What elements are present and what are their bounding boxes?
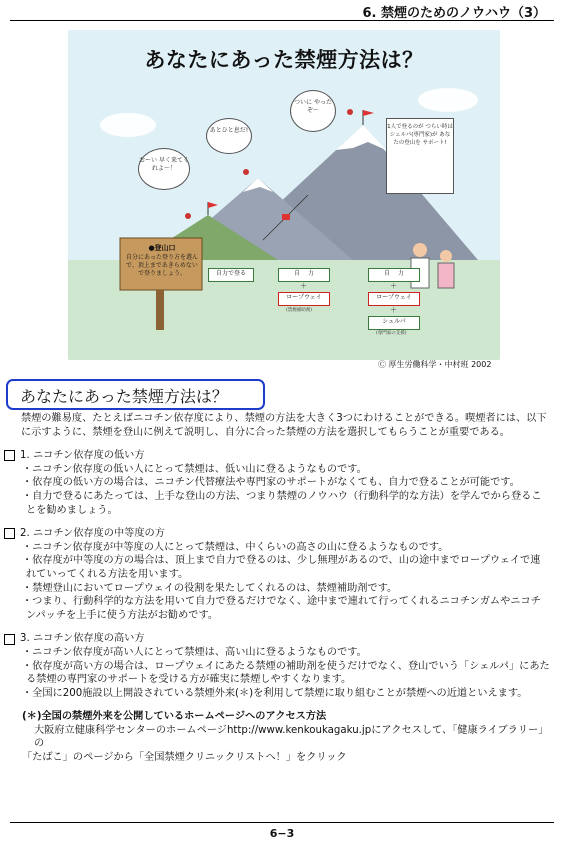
plus-high-2: ＋ [390,306,397,314]
footnote-heading: (＊)全国の禁煙外来を公開しているホームページへのアクセス方法 [22,711,327,723]
body-text [16,412,550,765]
footer-rule [10,822,554,823]
footnote-line-1: 大阪府立健康科学センターのホームページhttp://www.kenkoukagaku.jpにアクセスして、「健康ライブラリー」の [34,724,549,750]
page-header [0,0,564,22]
note-mid: (禁煙補助剤) [286,308,313,313]
checkbox-icon [4,450,15,461]
footnote-line-2: 「たばこ」のページから「全国禁煙クリニックリストへ！」をクリック [22,752,347,764]
section-heading: 1. ニコチン依存度の低い方 [20,450,145,462]
header-rule [10,20,554,21]
note-high: (専門家の支援) [376,331,407,336]
page-number: 6−3 [269,827,295,840]
illustration-title: あなたにあった禁煙方法は？ [144,48,424,72]
section-high [16,632,550,700]
plus-high-1: ＋ [390,282,397,290]
label-jiriki-mid: 自 力 [278,268,330,282]
label-jiriki-high: 自 力 [368,268,420,282]
list-item: ・依存度の低い方の場合は、ニコチン代替療法や専門家のサポートがなくても、自力で登ることが可能です。 [22,477,520,489]
list-item: ・依存度が中等度の方の場合は、頂上まで自力で登るのは、少し無理があるので、山の途中までロープウェイで連れていってくれる方法を用います。 [22,555,541,580]
list-item: ・ニコチン依存度の低い人にとって禁煙は、低い山に登るようなものです。 [22,463,367,475]
label-sherpa: シェルパ [368,316,420,330]
support-box: 1人で登るのが つらい時は シェルパ(専門家)が あなたの登山を サポート! [386,118,454,194]
list-item: ・ニコチン依存度が中等度の人にとって禁煙は、中くらいの高さの山に登るようなものです。 [22,541,449,553]
section-low [16,449,550,517]
checkbox-icon [4,528,15,539]
footnote [16,710,550,764]
section-mid [16,527,550,622]
list-item: ・ニコチン依存度が高い人にとって禁煙は、高い山に登るようなものです。 [22,646,367,658]
header-title: 6. 禁煙のためのノウハウ（3） [362,6,546,21]
bubble-3: ついに やったぞ〜 [290,90,336,132]
label-ropeway-high: ロープウェイ [368,292,420,306]
sign-title: ●登山口 [148,244,176,252]
section-title-box [6,379,265,410]
sign-body: 自分にあった登り方を選んで、頂上まであきらめないで登りましょう。 [126,254,198,277]
label-ropeway-mid: ロープウェイ [278,292,330,306]
sign-text [126,244,198,278]
mountain-scene [68,30,500,360]
checkbox-icon [4,634,15,645]
list-item: ・依存度が高い方の場合は、ロープウェイにあたる禁煙の補助剤を使うだけでなく、登山でいう「シェルパ」にあたる禁煙の専門家のサポートを受ける方が確実に禁煙しやすくなります。 [22,660,550,686]
bubble-2: あとひと息だ! [206,118,252,154]
copyright: Ⓒ 厚生労働科学・中村班 2002 [378,360,492,369]
list-item: ・禁煙登山においてロープウェイの役割を果たしてくれるのは、禁煙補助剤です。 [22,582,398,594]
mountain-illustration [68,30,500,360]
section-heading: 2. ニコチン依存度の中等度の方 [20,528,165,540]
list-item: ・全国に200施設以上開設されている禁煙外来(＊)を利用して禁煙に取り組むことが禁煙への近道といえます。 [22,687,528,699]
section-title: あなたにあった禁煙方法は？ [20,387,228,406]
label-jiriki: 自力で登る [208,268,254,282]
intro-paragraph: 禁煙の難易度、たとえばニコチン依存度により、禁煙の方法を大きく3つにわけることができる。喫煙者には、以下に示すように、禁煙を登山に例えて説明し、自分に合った禁煙の方法を選択してもらうことが重要である。 [21,413,547,438]
list-item: ・自力で登るにあたっては、上手な登山の方法、つまり禁煙のノウハウ（行動科学的な方法）を学んでから登ることを勧めましょう。 [22,490,542,516]
plus-mid: ＋ [300,282,307,290]
section-heading: 3. ニコチン依存度の高い方 [20,633,145,645]
list-item: ・つまり、行動科学的な方法を用いて自力で登るだけでなく、途中まで連れて行ってくれるニコチンガムやニコチンパッチを上手に使う方法がお勧めです。 [22,596,541,621]
bubble-1: おーい 早く来てくれよ〜！ [138,148,190,190]
